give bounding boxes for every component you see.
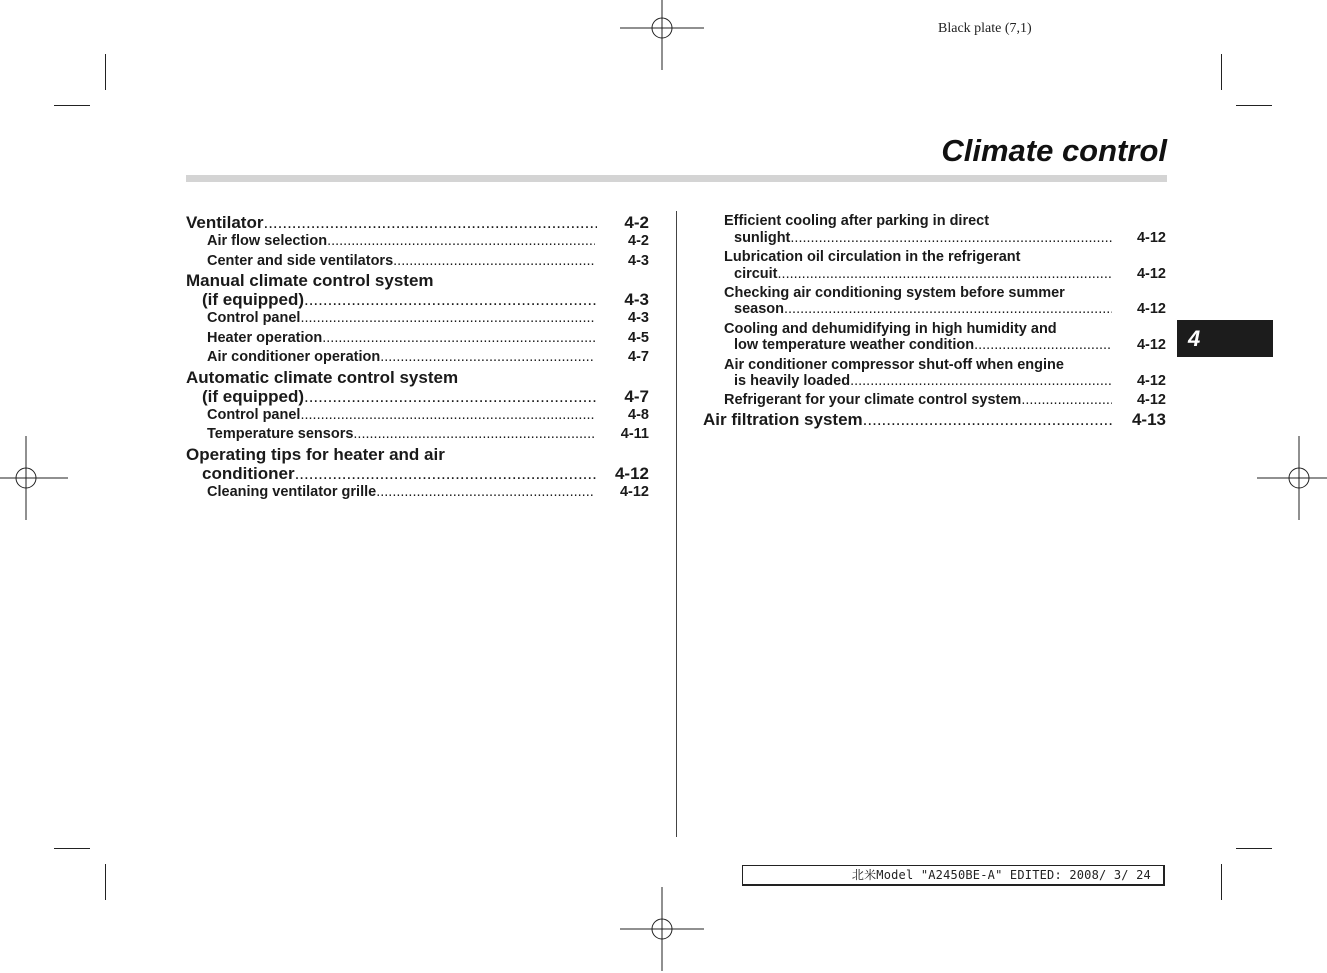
toc-leader-dots — [778, 266, 1112, 283]
toc-entry-title: Manual climate control system — [186, 271, 434, 290]
toc-page-number: 4-12 — [1136, 265, 1166, 282]
crop-mark — [1236, 105, 1272, 106]
toc-entry-title: season — [734, 301, 784, 318]
toc-leader-dots — [322, 329, 595, 349]
toc-leader-dots — [1021, 392, 1112, 409]
toc-entry-title: Checking air conditioning system before summer — [724, 284, 1065, 301]
toc-entry-title: Refrigerant for your climate control system — [724, 392, 1022, 409]
toc-entry[interactable] — [703, 285, 1166, 318]
toc-entry[interactable] — [186, 329, 649, 349]
toc-entry[interactable] — [186, 271, 649, 309]
toc-entry-title: Cooling and dehumidifying in high humidity and — [724, 320, 1057, 337]
toc-entry-title: conditioner — [202, 463, 295, 483]
registration-mark-icon — [1255, 434, 1327, 522]
toc-page-number: 4-2 — [628, 233, 649, 249]
toc-entry[interactable] — [703, 357, 1166, 390]
toc-page-number: 4-12 — [619, 483, 649, 500]
toc-page-number: 4-3 — [628, 252, 649, 269]
toc-leader-dots — [263, 213, 597, 232]
toc-leader-dots — [300, 406, 595, 426]
toc-leader-dots — [850, 373, 1112, 390]
chapter-title: Climate control — [941, 133, 1167, 168]
toc-leader-dots — [304, 387, 597, 406]
toc-leader-dots — [790, 230, 1112, 247]
toc-leader-dots — [863, 410, 1114, 429]
toc-entry[interactable] — [703, 392, 1166, 409]
toc-entry-title: (if equipped) — [202, 386, 304, 406]
registration-mark-icon — [618, 885, 706, 973]
toc-leader-dots — [784, 301, 1112, 318]
toc-page-number: 4-8 — [628, 406, 649, 423]
crop-mark — [105, 54, 106, 90]
toc-page-number: 4-5 — [628, 329, 649, 346]
toc-page-number: 4-11 — [620, 426, 649, 442]
toc-leader-dots — [376, 483, 595, 503]
toc-page-number: 4-12 — [1136, 392, 1166, 409]
toc-entry-title: low temperature weather condition — [734, 337, 975, 354]
toc-leader-dots — [300, 309, 595, 329]
toc-entry-title: Lubrication oil circulation in the refrigerant — [724, 248, 1021, 265]
toc-leader-dots — [974, 337, 1112, 354]
toc-entry-title: Efficient cooling after parking in direct — [724, 213, 990, 229]
toc-entry-title: circuit — [734, 265, 778, 282]
toc-entry[interactable] — [186, 213, 649, 232]
toc-page-number: 4-13 — [1131, 410, 1166, 430]
toc-page-number: 4-7 — [628, 349, 649, 365]
toc-entry-title: sunlight — [734, 229, 791, 246]
chapter-tab[interactable] — [1177, 320, 1273, 357]
toc-entry[interactable] — [703, 410, 1166, 429]
toc-leader-dots — [353, 425, 595, 445]
crop-mark — [105, 864, 106, 900]
toc-right-column — [703, 213, 1166, 429]
toc-entry-title: Air flow selection — [207, 233, 328, 249]
toc-entry-title: Cleaning ventilator grille — [207, 483, 377, 500]
toc-entry-title: Center and side ventilators — [207, 252, 394, 269]
toc-leader-dots — [304, 290, 597, 309]
toc-entry[interactable] — [703, 249, 1166, 282]
toc-entry-title: Ventilator — [186, 213, 264, 232]
toc-page-number: 4-7 — [624, 386, 649, 406]
toc-page-number: 4-12 — [1136, 229, 1166, 246]
toc-entry-title: Temperature sensors — [207, 426, 354, 442]
toc-entry[interactable] — [186, 309, 649, 329]
toc-entry-title: Air filtration system — [703, 410, 863, 430]
toc-page-number: 4-12 — [1136, 301, 1166, 318]
registration-mark-icon — [618, 0, 706, 72]
toc-entry-title: Automatic climate control system — [186, 367, 459, 387]
toc-page-number: 4-2 — [624, 213, 649, 232]
toc-page-number: 4-3 — [628, 310, 649, 326]
toc-entry[interactable] — [186, 348, 649, 368]
toc-entry-title: Operating tips for heater and air — [186, 444, 445, 464]
toc-entry[interactable] — [186, 445, 649, 483]
title-rule — [186, 175, 1167, 182]
toc-leader-dots — [327, 232, 595, 252]
toc-entry[interactable] — [186, 483, 649, 503]
toc-entry-title: Control panel — [207, 406, 301, 423]
toc-entry[interactable] — [186, 368, 649, 406]
toc-entry-title: Air conditioner operation — [207, 349, 381, 365]
crop-mark — [54, 848, 90, 849]
toc-entry[interactable] — [186, 232, 649, 252]
toc-page-number: 4-12 — [1136, 337, 1166, 354]
toc-entry[interactable] — [703, 321, 1166, 354]
crop-mark — [1221, 54, 1222, 90]
toc-entry-title: Heater operation — [207, 329, 323, 346]
crop-mark — [1236, 848, 1272, 849]
registration-mark-icon — [0, 434, 70, 522]
toc-leader-dots — [295, 464, 597, 483]
plate-label: Black plate (7,1) — [938, 21, 1032, 36]
toc-entry-title: is heavily loaded — [734, 373, 851, 390]
crop-mark — [54, 105, 90, 106]
toc-page-number: 4-12 — [1136, 373, 1166, 390]
toc-leader-dots — [393, 252, 595, 272]
toc-page-number: 4-12 — [614, 463, 649, 483]
footer-edit-stamp: 北米Model "A2450BE-A" EDITED: 2008/ 3/ 24 — [742, 865, 1165, 886]
toc-page-number: 4-3 — [624, 290, 649, 309]
crop-mark — [1221, 864, 1222, 900]
chapter-tab-number: 4 — [1188, 326, 1201, 351]
toc-leader-dots — [380, 348, 595, 368]
toc-left-column — [186, 213, 649, 502]
toc-entry-title: Control panel — [207, 310, 301, 326]
toc-entry-title: (if equipped) — [202, 290, 304, 309]
toc-entry[interactable] — [186, 252, 649, 272]
toc-entry[interactable] — [703, 213, 1166, 246]
toc-entry-title: Air conditioner compressor shut-off when engine — [724, 356, 1064, 373]
column-divider — [676, 211, 677, 837]
toc-entry[interactable] — [186, 406, 649, 426]
toc-entry[interactable] — [186, 425, 649, 445]
